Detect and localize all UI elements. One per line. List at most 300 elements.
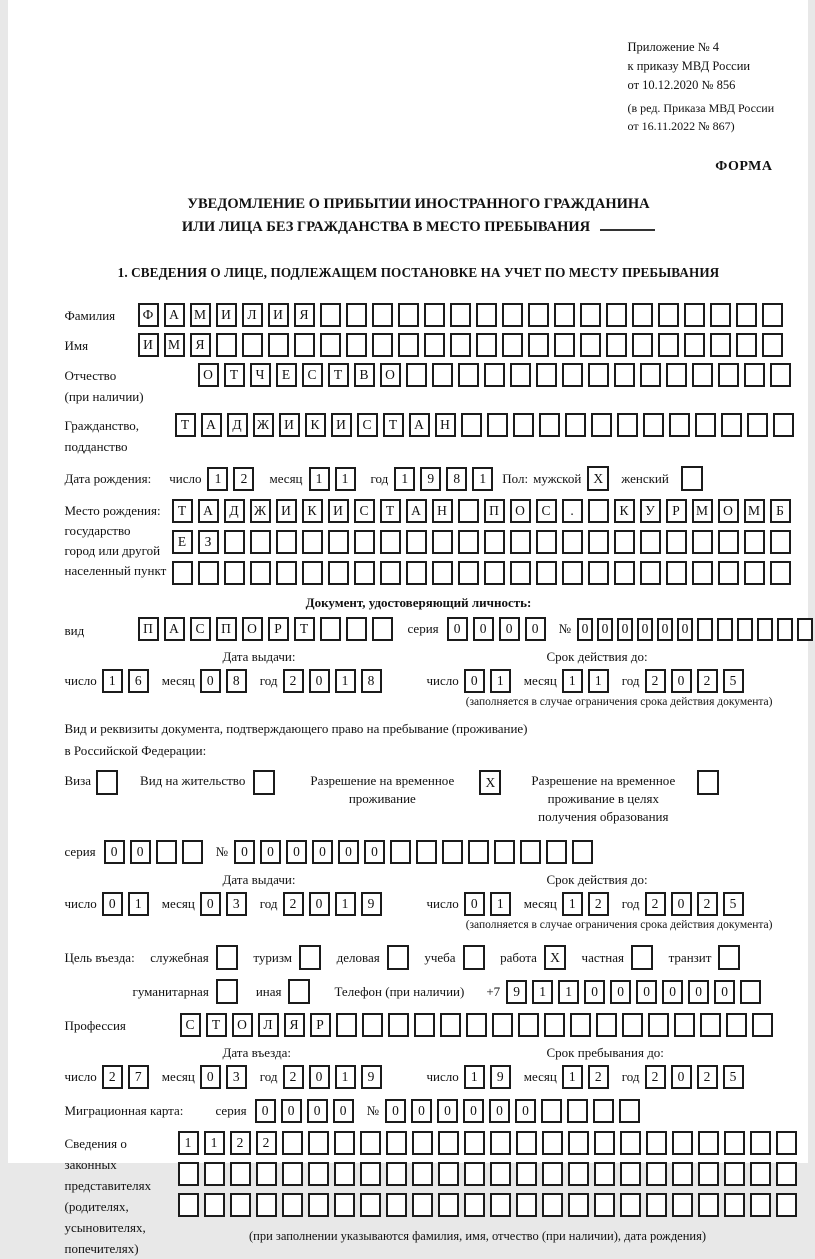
char-cell[interactable]	[386, 1193, 407, 1217]
char-cell[interactable]	[461, 413, 482, 437]
char-cell[interactable]: 0	[714, 980, 735, 1004]
char-cell[interactable]	[591, 413, 612, 437]
purpose-other-checkbox[interactable]	[288, 979, 310, 1004]
char-cell[interactable]	[412, 1162, 433, 1186]
char-cell[interactable]	[334, 1193, 355, 1217]
char-cell[interactable]	[594, 1131, 615, 1155]
char-cell[interactable]	[386, 1131, 407, 1155]
char-cell[interactable]	[620, 1193, 641, 1217]
char-cell[interactable]	[700, 1013, 721, 1037]
char-cell[interactable]	[695, 413, 716, 437]
char-cell[interactable]: 0	[255, 1099, 276, 1123]
char-cell[interactable]	[698, 1193, 719, 1217]
char-cell[interactable]	[762, 333, 783, 357]
char-cell[interactable]	[450, 333, 471, 357]
char-cell[interactable]	[588, 499, 609, 523]
char-cell[interactable]: М	[164, 333, 185, 357]
char-cell[interactable]	[750, 1162, 771, 1186]
char-cell[interactable]	[620, 1131, 641, 1155]
char-cell[interactable]: И	[138, 333, 159, 357]
char-cell[interactable]: 1	[532, 980, 553, 1004]
char-cell[interactable]: С	[180, 1013, 201, 1037]
char-cell[interactable]	[372, 333, 393, 357]
visa-checkbox[interactable]	[96, 770, 118, 795]
char-cell[interactable]: 0	[610, 980, 631, 1004]
char-cell[interactable]: 0	[286, 840, 307, 864]
char-cell[interactable]	[593, 1099, 614, 1123]
char-cell[interactable]: Ф	[138, 303, 159, 327]
char-cell[interactable]	[776, 1131, 797, 1155]
char-cell[interactable]: 2	[697, 1065, 718, 1089]
char-cell[interactable]	[250, 561, 271, 585]
char-cell[interactable]	[528, 333, 549, 357]
char-cell[interactable]	[302, 561, 323, 585]
char-cell[interactable]: 0	[309, 669, 330, 693]
char-cell[interactable]: А	[198, 499, 219, 523]
char-cell[interactable]	[614, 530, 635, 554]
char-cell[interactable]: 0	[385, 1099, 406, 1123]
char-cell[interactable]: 1	[472, 467, 493, 491]
char-cell[interactable]: 0	[234, 840, 255, 864]
char-cell[interactable]: И	[276, 499, 297, 523]
purpose-study-checkbox[interactable]	[463, 945, 485, 970]
char-cell[interactable]: 5	[723, 1065, 744, 1089]
char-cell[interactable]	[476, 333, 497, 357]
char-cell[interactable]	[494, 840, 515, 864]
char-cell[interactable]	[684, 303, 705, 327]
purpose-transit-checkbox[interactable]	[718, 945, 740, 970]
char-cell[interactable]: 2	[697, 669, 718, 693]
char-cell[interactable]	[606, 333, 627, 357]
char-cell[interactable]: 0	[333, 1099, 354, 1123]
char-cell[interactable]	[380, 530, 401, 554]
purpose-business-checkbox[interactable]	[387, 945, 409, 970]
char-cell[interactable]: 1	[588, 669, 609, 693]
char-cell[interactable]: Д	[227, 413, 248, 437]
char-cell[interactable]	[619, 1099, 640, 1123]
char-cell[interactable]	[224, 561, 245, 585]
char-cell[interactable]: 2	[697, 892, 718, 916]
char-cell[interactable]	[698, 1131, 719, 1155]
char-cell[interactable]	[172, 561, 193, 585]
char-cell[interactable]: 0	[463, 1099, 484, 1123]
char-cell[interactable]: Л	[242, 303, 263, 327]
char-cell[interactable]	[710, 333, 731, 357]
char-cell[interactable]: М	[744, 499, 765, 523]
char-cell[interactable]	[438, 1131, 459, 1155]
char-cell[interactable]	[250, 530, 271, 554]
char-cell[interactable]: 7	[128, 1065, 149, 1089]
char-cell[interactable]	[698, 1162, 719, 1186]
char-cell[interactable]: С	[354, 499, 375, 523]
char-cell[interactable]	[620, 1162, 641, 1186]
char-cell[interactable]	[721, 413, 742, 437]
char-cell[interactable]	[406, 363, 427, 387]
char-cell[interactable]: 9	[490, 1065, 511, 1089]
char-cell[interactable]	[692, 363, 713, 387]
char-cell[interactable]	[390, 840, 411, 864]
char-cell[interactable]	[216, 333, 237, 357]
char-cell[interactable]	[204, 1193, 225, 1217]
char-cell[interactable]	[724, 1131, 745, 1155]
char-cell[interactable]: 1	[335, 1065, 356, 1089]
char-cell[interactable]	[178, 1162, 199, 1186]
char-cell[interactable]	[568, 1162, 589, 1186]
char-cell[interactable]	[276, 561, 297, 585]
char-cell[interactable]	[502, 303, 523, 327]
char-cell[interactable]	[640, 561, 661, 585]
char-cell[interactable]	[744, 561, 765, 585]
char-cell[interactable]: 2	[645, 892, 666, 916]
char-cell[interactable]	[542, 1162, 563, 1186]
char-cell[interactable]	[666, 561, 687, 585]
char-cell[interactable]	[669, 413, 690, 437]
char-cell[interactable]: Р	[310, 1013, 331, 1037]
char-cell[interactable]	[432, 363, 453, 387]
char-cell[interactable]	[302, 530, 323, 554]
char-cell[interactable]: 2	[588, 892, 609, 916]
char-cell[interactable]	[697, 618, 713, 641]
char-cell[interactable]	[513, 413, 534, 437]
char-cell[interactable]: К	[302, 499, 323, 523]
char-cell[interactable]: 0	[437, 1099, 458, 1123]
char-cell[interactable]	[684, 333, 705, 357]
char-cell[interactable]	[328, 561, 349, 585]
char-cell[interactable]: 0	[473, 617, 494, 641]
char-cell[interactable]	[773, 413, 794, 437]
char-cell[interactable]	[594, 1193, 615, 1217]
char-cell[interactable]	[412, 1193, 433, 1217]
purpose-tourism-checkbox[interactable]	[299, 945, 321, 970]
char-cell[interactable]	[536, 561, 557, 585]
char-cell[interactable]	[406, 530, 427, 554]
char-cell[interactable]	[224, 530, 245, 554]
char-cell[interactable]: 8	[361, 669, 382, 693]
char-cell[interactable]	[406, 561, 427, 585]
char-cell[interactable]	[658, 303, 679, 327]
char-cell[interactable]	[320, 617, 341, 641]
char-cell[interactable]: 0	[464, 892, 485, 916]
char-cell[interactable]	[776, 1193, 797, 1217]
char-cell[interactable]	[672, 1162, 693, 1186]
char-cell[interactable]	[580, 333, 601, 357]
char-cell[interactable]	[432, 530, 453, 554]
char-cell[interactable]	[156, 840, 177, 864]
char-cell[interactable]: Н	[435, 413, 456, 437]
char-cell[interactable]	[354, 530, 375, 554]
char-cell[interactable]	[757, 618, 773, 641]
char-cell[interactable]	[588, 530, 609, 554]
char-cell[interactable]	[464, 1193, 485, 1217]
char-cell[interactable]	[386, 1162, 407, 1186]
char-cell[interactable]: Т	[328, 363, 349, 387]
char-cell[interactable]: Е	[172, 530, 193, 554]
char-cell[interactable]	[643, 413, 664, 437]
char-cell[interactable]: П	[216, 617, 237, 641]
char-cell[interactable]	[536, 363, 557, 387]
char-cell[interactable]: И	[216, 303, 237, 327]
char-cell[interactable]: 1	[562, 892, 583, 916]
char-cell[interactable]	[640, 363, 661, 387]
char-cell[interactable]	[490, 1193, 511, 1217]
char-cell[interactable]	[666, 530, 687, 554]
char-cell[interactable]: 6	[128, 669, 149, 693]
char-cell[interactable]: Т	[294, 617, 315, 641]
char-cell[interactable]: 0	[338, 840, 359, 864]
char-cell[interactable]	[308, 1162, 329, 1186]
char-cell[interactable]: З	[198, 530, 219, 554]
char-cell[interactable]: Б	[770, 499, 791, 523]
char-cell[interactable]	[718, 530, 739, 554]
char-cell[interactable]	[414, 1013, 435, 1037]
char-cell[interactable]: П	[138, 617, 159, 641]
char-cell[interactable]: 0	[637, 618, 653, 641]
char-cell[interactable]: 2	[283, 1065, 304, 1089]
char-cell[interactable]: И	[268, 303, 289, 327]
char-cell[interactable]: 8	[226, 669, 247, 693]
char-cell[interactable]: 1	[558, 980, 579, 1004]
char-cell[interactable]	[438, 1162, 459, 1186]
char-cell[interactable]: 2	[283, 669, 304, 693]
char-cell[interactable]	[308, 1193, 329, 1217]
char-cell[interactable]: 0	[309, 892, 330, 916]
char-cell[interactable]	[666, 363, 687, 387]
char-cell[interactable]	[536, 530, 557, 554]
char-cell[interactable]: 0	[102, 892, 123, 916]
char-cell[interactable]: Д	[224, 499, 245, 523]
temp-residence-checkbox[interactable]: X	[479, 770, 501, 795]
char-cell[interactable]	[568, 1131, 589, 1155]
char-cell[interactable]: О	[510, 499, 531, 523]
char-cell[interactable]	[362, 1013, 383, 1037]
char-cell[interactable]	[432, 561, 453, 585]
char-cell[interactable]	[672, 1131, 693, 1155]
char-cell[interactable]: 1	[562, 669, 583, 693]
char-cell[interactable]	[490, 1131, 511, 1155]
char-cell[interactable]: 3	[226, 1065, 247, 1089]
char-cell[interactable]	[718, 561, 739, 585]
char-cell[interactable]	[580, 303, 601, 327]
char-cell[interactable]	[464, 1131, 485, 1155]
char-cell[interactable]	[424, 333, 445, 357]
char-cell[interactable]	[230, 1162, 251, 1186]
char-cell[interactable]: 8	[446, 467, 467, 491]
purpose-private-checkbox[interactable]	[631, 945, 653, 970]
char-cell[interactable]: Ч	[250, 363, 271, 387]
temp-residence-education-checkbox[interactable]	[697, 770, 719, 795]
char-cell[interactable]: И	[331, 413, 352, 437]
char-cell[interactable]: 1	[490, 892, 511, 916]
char-cell[interactable]: 0	[671, 1065, 692, 1089]
char-cell[interactable]: Н	[432, 499, 453, 523]
char-cell[interactable]	[276, 530, 297, 554]
char-cell[interactable]	[588, 363, 609, 387]
char-cell[interactable]: Р	[666, 499, 687, 523]
char-cell[interactable]	[334, 1131, 355, 1155]
char-cell[interactable]	[360, 1193, 381, 1217]
char-cell[interactable]	[516, 1162, 537, 1186]
char-cell[interactable]: 0	[104, 840, 125, 864]
char-cell[interactable]	[562, 530, 583, 554]
char-cell[interactable]	[484, 363, 505, 387]
char-cell[interactable]	[554, 303, 575, 327]
char-cell[interactable]: 0	[584, 980, 605, 1004]
char-cell[interactable]	[424, 303, 445, 327]
char-cell[interactable]	[762, 303, 783, 327]
char-cell[interactable]: 0	[200, 892, 221, 916]
sex-female-checkbox[interactable]	[681, 466, 703, 491]
char-cell[interactable]	[282, 1131, 303, 1155]
residence-permit-checkbox[interactable]	[253, 770, 275, 795]
char-cell[interactable]	[412, 1131, 433, 1155]
char-cell[interactable]	[282, 1193, 303, 1217]
char-cell[interactable]	[380, 561, 401, 585]
char-cell[interactable]: 0	[260, 840, 281, 864]
char-cell[interactable]	[614, 363, 635, 387]
char-cell[interactable]	[718, 363, 739, 387]
char-cell[interactable]: 0	[677, 618, 693, 641]
char-cell[interactable]: И	[328, 499, 349, 523]
char-cell[interactable]: М	[190, 303, 211, 327]
char-cell[interactable]: К	[305, 413, 326, 437]
char-cell[interactable]: Р	[268, 617, 289, 641]
char-cell[interactable]: С	[190, 617, 211, 641]
char-cell[interactable]: 1	[204, 1131, 225, 1155]
char-cell[interactable]: 0	[200, 1065, 221, 1089]
char-cell[interactable]: 0	[130, 840, 151, 864]
char-cell[interactable]: 1	[335, 467, 356, 491]
char-cell[interactable]: 2	[283, 892, 304, 916]
char-cell[interactable]	[492, 1013, 513, 1037]
char-cell[interactable]: 0	[617, 618, 633, 641]
char-cell[interactable]	[542, 1131, 563, 1155]
char-cell[interactable]: О	[198, 363, 219, 387]
char-cell[interactable]	[565, 413, 586, 437]
char-cell[interactable]: 0	[489, 1099, 510, 1123]
char-cell[interactable]: Я	[190, 333, 211, 357]
char-cell[interactable]	[770, 561, 791, 585]
char-cell[interactable]	[539, 413, 560, 437]
char-cell[interactable]	[632, 303, 653, 327]
char-cell[interactable]: 2	[645, 669, 666, 693]
char-cell[interactable]	[544, 1013, 565, 1037]
char-cell[interactable]: 1	[335, 669, 356, 693]
char-cell[interactable]	[562, 561, 583, 585]
char-cell[interactable]	[466, 1013, 487, 1037]
char-cell[interactable]	[204, 1162, 225, 1186]
char-cell[interactable]	[334, 1162, 355, 1186]
char-cell[interactable]: 0	[515, 1099, 536, 1123]
char-cell[interactable]: 2	[102, 1065, 123, 1089]
char-cell[interactable]: 1	[102, 669, 123, 693]
char-cell[interactable]: М	[692, 499, 713, 523]
char-cell[interactable]	[294, 333, 315, 357]
char-cell[interactable]	[442, 840, 463, 864]
char-cell[interactable]	[458, 561, 479, 585]
purpose-official-checkbox[interactable]	[216, 945, 238, 970]
char-cell[interactable]	[458, 363, 479, 387]
char-cell[interactable]: 0	[671, 892, 692, 916]
char-cell[interactable]: В	[354, 363, 375, 387]
char-cell[interactable]: 0	[636, 980, 657, 1004]
char-cell[interactable]: 2	[256, 1131, 277, 1155]
char-cell[interactable]: У	[640, 499, 661, 523]
char-cell[interactable]	[346, 333, 367, 357]
char-cell[interactable]	[360, 1162, 381, 1186]
char-cell[interactable]	[458, 530, 479, 554]
char-cell[interactable]: 9	[361, 1065, 382, 1089]
char-cell[interactable]	[752, 1013, 773, 1037]
purpose-work-checkbox[interactable]: X	[544, 945, 566, 970]
char-cell[interactable]	[484, 561, 505, 585]
char-cell[interactable]: 1	[464, 1065, 485, 1089]
char-cell[interactable]: 2	[230, 1131, 251, 1155]
char-cell[interactable]	[736, 303, 757, 327]
char-cell[interactable]: С	[357, 413, 378, 437]
char-cell[interactable]	[541, 1099, 562, 1123]
char-cell[interactable]	[346, 617, 367, 641]
char-cell[interactable]: 5	[723, 892, 744, 916]
char-cell[interactable]: 0	[499, 617, 520, 641]
char-cell[interactable]	[398, 333, 419, 357]
char-cell[interactable]	[744, 530, 765, 554]
char-cell[interactable]: 9	[420, 467, 441, 491]
char-cell[interactable]	[268, 333, 289, 357]
char-cell[interactable]	[510, 530, 531, 554]
char-cell[interactable]	[308, 1131, 329, 1155]
char-cell[interactable]: Я	[294, 303, 315, 327]
char-cell[interactable]	[416, 840, 437, 864]
char-cell[interactable]	[646, 1162, 667, 1186]
char-cell[interactable]	[372, 303, 393, 327]
char-cell[interactable]: И	[279, 413, 300, 437]
char-cell[interactable]: 5	[723, 669, 744, 693]
char-cell[interactable]	[724, 1162, 745, 1186]
char-cell[interactable]	[570, 1013, 591, 1037]
char-cell[interactable]	[617, 413, 638, 437]
char-cell[interactable]	[740, 980, 761, 1004]
char-cell[interactable]	[770, 363, 791, 387]
char-cell[interactable]: 1	[207, 467, 228, 491]
char-cell[interactable]: О	[718, 499, 739, 523]
char-cell[interactable]: С	[302, 363, 323, 387]
char-cell[interactable]	[256, 1162, 277, 1186]
char-cell[interactable]: Т	[172, 499, 193, 523]
char-cell[interactable]	[518, 1013, 539, 1037]
char-cell[interactable]	[614, 561, 635, 585]
char-cell[interactable]: 0	[671, 669, 692, 693]
char-cell[interactable]	[692, 530, 713, 554]
char-cell[interactable]: А	[164, 303, 185, 327]
char-cell[interactable]	[440, 1013, 461, 1037]
char-cell[interactable]: Я	[284, 1013, 305, 1037]
char-cell[interactable]: 0	[447, 617, 468, 641]
char-cell[interactable]: О	[232, 1013, 253, 1037]
char-cell[interactable]	[674, 1013, 695, 1037]
char-cell[interactable]	[692, 561, 713, 585]
char-cell[interactable]	[546, 840, 567, 864]
char-cell[interactable]	[562, 363, 583, 387]
char-cell[interactable]: Ж	[250, 499, 271, 523]
char-cell[interactable]	[747, 413, 768, 437]
char-cell[interactable]: 0	[657, 618, 673, 641]
char-cell[interactable]	[606, 303, 627, 327]
purpose-humanitarian-checkbox[interactable]	[216, 979, 238, 1004]
char-cell[interactable]: Т	[383, 413, 404, 437]
char-cell[interactable]	[510, 561, 531, 585]
char-cell[interactable]: О	[242, 617, 263, 641]
char-cell[interactable]	[594, 1162, 615, 1186]
